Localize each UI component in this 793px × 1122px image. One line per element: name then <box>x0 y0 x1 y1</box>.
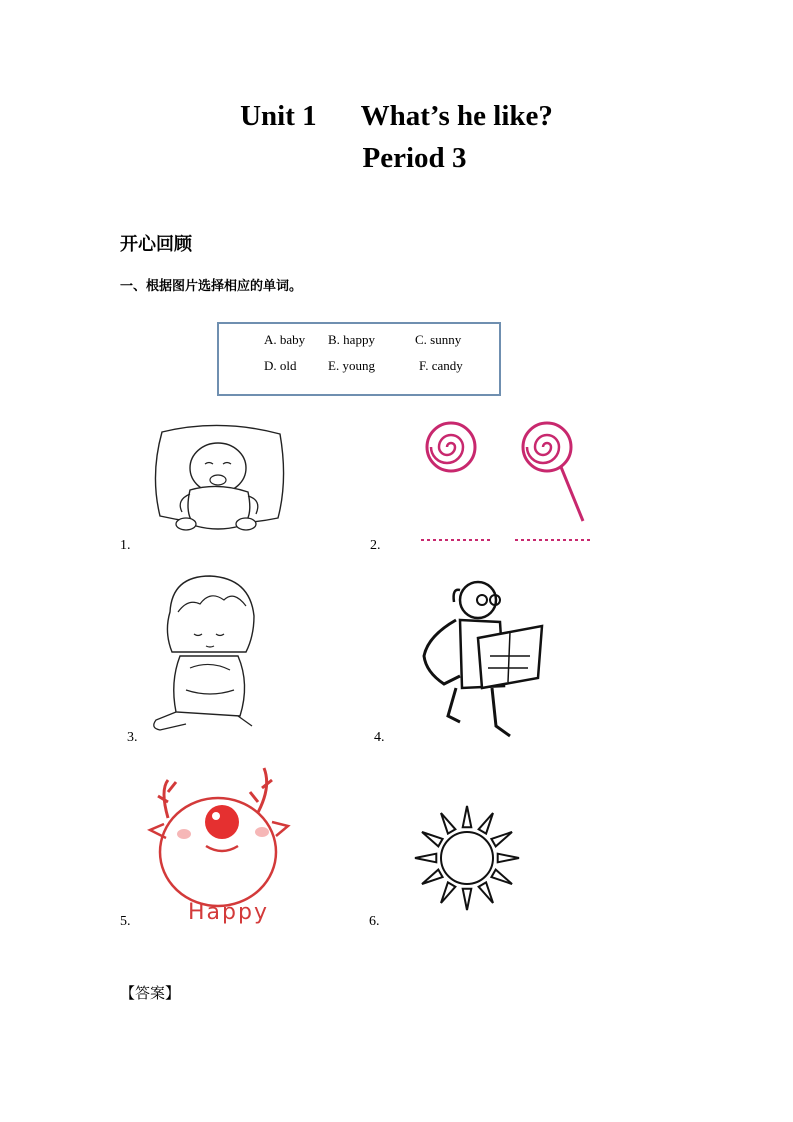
young-child-icon <box>150 572 272 740</box>
sun-ray <box>491 832 512 846</box>
sun-ray <box>415 854 436 863</box>
sun-ray <box>463 806 472 827</box>
sun-ray <box>491 870 512 884</box>
item-number-1: 1. <box>120 538 131 553</box>
option-c: C. sunny <box>415 332 462 347</box>
answer-label: 【答案】 <box>120 984 181 1002</box>
option-b: B. happy <box>328 332 375 347</box>
option-f: F. candy <box>419 358 463 373</box>
item-number-3: 3. <box>127 730 138 745</box>
period-title: Period 3 <box>362 142 467 174</box>
sun-ray <box>422 832 443 846</box>
sun-ray <box>479 882 493 903</box>
lollipop-icon <box>415 415 595 547</box>
page-title <box>0 100 793 133</box>
option-a: A. baby <box>264 332 306 347</box>
section-heading: 开心回顾 <box>120 234 192 255</box>
item-number-5: 5. <box>120 914 131 929</box>
sun-icon <box>410 804 524 912</box>
sun-ray <box>441 882 455 903</box>
sun-ray <box>479 813 493 834</box>
word-options-box <box>217 322 501 396</box>
happy-reindeer-icon <box>148 762 298 924</box>
exercise-instruction: 一、根据图片选择相应的单词。 <box>120 279 303 294</box>
item-number-6: 6. <box>369 914 380 929</box>
happy-text: Happy <box>188 900 269 925</box>
sun-ray <box>463 889 472 910</box>
unit-label: Unit 1 <box>240 100 317 132</box>
baby-icon <box>150 420 290 535</box>
sun-ray <box>498 854 519 863</box>
sun-ray <box>422 870 443 884</box>
item-number-2: 2. <box>370 538 381 553</box>
option-d: D. old <box>264 358 297 373</box>
option-e: E. young <box>328 358 375 373</box>
unit-question: What’s he like? <box>360 100 553 132</box>
old-man-reading-icon <box>420 576 550 740</box>
sun-ray <box>441 813 455 834</box>
item-number-4: 4. <box>374 730 385 745</box>
